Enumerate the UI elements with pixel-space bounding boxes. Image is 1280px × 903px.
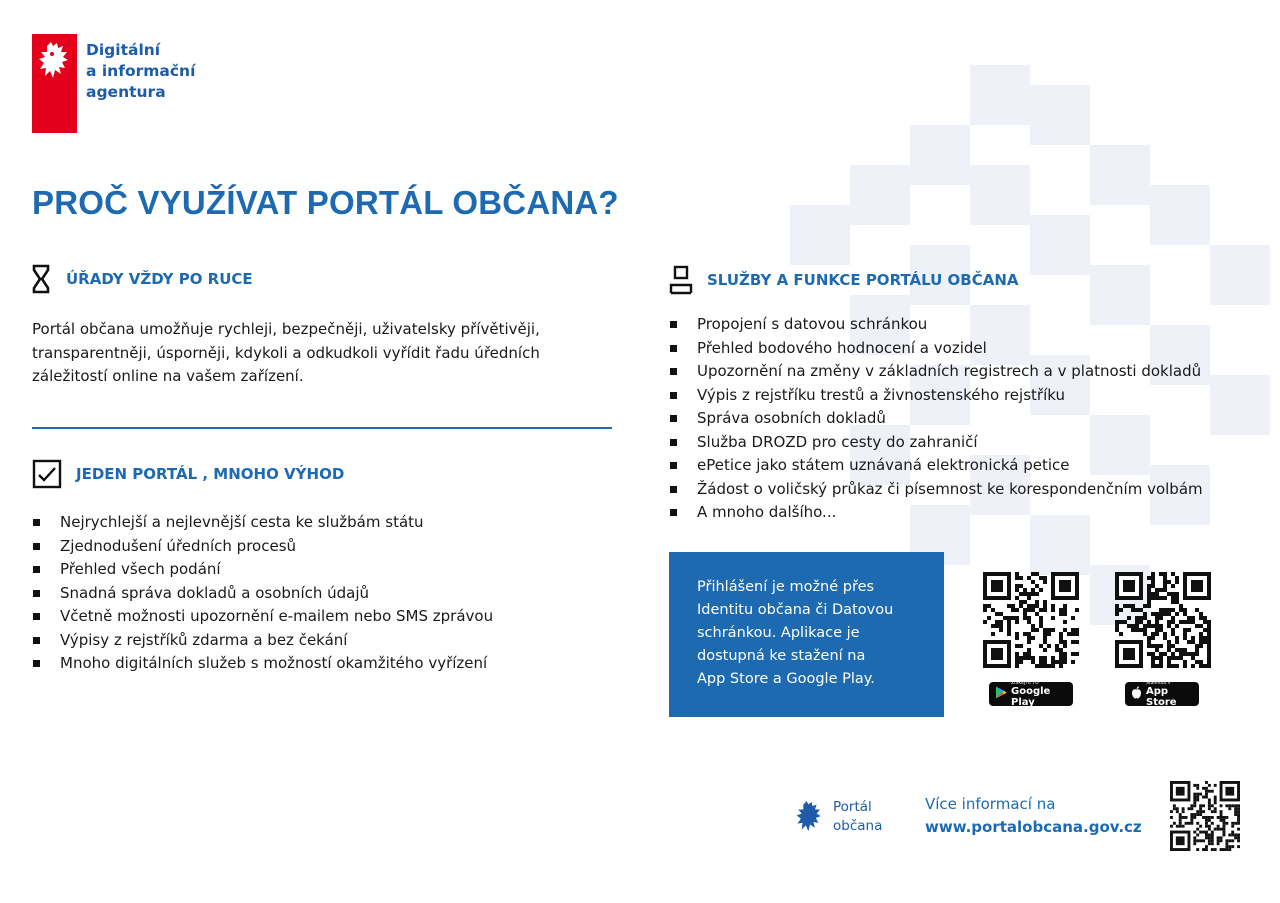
list-item: Výpis z rejstříku trestů a živnostenského rejstříku <box>669 384 1203 408</box>
app-store-badge-small-text: Stáhnout v <box>1146 680 1171 686</box>
checkbox-icon <box>32 459 62 489</box>
portal-logo-line2: občana <box>833 818 883 834</box>
google-play-qr-code[interactable] <box>983 572 1079 668</box>
agency-name-line3: agentura <box>86 83 166 101</box>
list-item: Přehled bodového hodnocení a vozidel <box>669 337 1203 361</box>
agency-logo <box>32 34 195 133</box>
list-item: Zjednodušení úředních procesů <box>32 535 493 559</box>
section-vyhody-header <box>32 459 344 489</box>
google-play-badge[interactable] <box>989 682 1073 706</box>
login-info-line: schránkou. Aplikace je <box>697 625 860 641</box>
login-info-line: Přihlášení je možné přes <box>697 579 875 595</box>
portal-website-qr-code[interactable] <box>1170 781 1240 851</box>
section-uredy-paragraph: Portál občana umožňuje rychleji, bezpečněji, uživatelsky přívětivěji, transparentněji, úsporněji, kdykoli a odkudkoli vyřídit řadu úředních záležitostí online na vašem zařízení. <box>32 320 540 385</box>
google-play-badge-label: Google Play <box>1011 685 1051 708</box>
agency-name <box>86 40 195 103</box>
list-item: Nejrychlejší a nejlevnější cesta ke službám státu <box>32 511 493 535</box>
list-item: Upozornění na změny v základních registrech a v platnosti dokladů <box>669 360 1203 384</box>
list-item: Přehled všech podání <box>32 558 493 582</box>
services-list <box>669 313 1203 525</box>
list-item: Výpisy z rejstříků zdarma a bez čekání <box>32 629 493 653</box>
portal-obcana-logo <box>795 798 882 836</box>
list-item: ePetice jako státem uznávaná elektronická petice <box>669 454 1203 478</box>
section-vyhody-heading: JEDEN PORTÁL , MNOHO VÝHOD <box>76 465 345 483</box>
lion-emblem-icon <box>795 798 825 836</box>
list-item: A mnoho dalšího... <box>669 501 1203 525</box>
list-item: Služba DROZD pro cesty do zahraničí <box>669 431 1203 455</box>
person-icon <box>669 265 693 295</box>
agency-name-line1: Digitální <box>86 41 161 59</box>
section-uredy-heading: ÚŘADY VŽDY PO RUCE <box>66 270 253 288</box>
list-item: Správa osobních dokladů <box>669 407 1203 431</box>
portal-website-link[interactable]: www.portalobcana.gov.cz <box>925 818 1142 836</box>
google-play-icon <box>995 686 1007 703</box>
app-store-badge[interactable] <box>1125 682 1199 706</box>
login-info-box <box>669 552 944 717</box>
more-info <box>925 793 1142 839</box>
agency-name-line2: a informační <box>86 62 196 80</box>
app-store-qr-code[interactable] <box>1115 572 1211 668</box>
list-item: Propojení s datovou schránkou <box>669 313 1203 337</box>
list-item: Žádost o voličský průkaz či písemnost ke korespondenčním volbám <box>669 478 1203 502</box>
more-info-label: Více informací na <box>925 795 1056 813</box>
portal-logo-line1: Portál <box>833 799 872 815</box>
app-store-badge-label: App Store <box>1146 685 1177 708</box>
google-play-badge-small-text: ZÍSKEJTE TO <box>1011 680 1039 686</box>
login-info-line: Identitu občana či Datovou <box>697 602 894 618</box>
section-uredy-header <box>30 264 253 294</box>
section-divider <box>32 427 612 429</box>
list-item: Včetně možnosti upozornění e-mailem nebo SMS zprávou <box>32 605 493 629</box>
apple-icon <box>1131 686 1142 703</box>
login-info-line: App Store a Google Play. <box>697 671 875 687</box>
list-item: Mnoho digitálních služeb s možností okamžitého vyřízení <box>32 652 493 676</box>
section-sluzby-heading: SLUŽBY A FUNKCE PORTÁLU OBČANA <box>707 271 1019 289</box>
list-item: Snadná správa dokladů a osobních údajů <box>32 582 493 606</box>
agency-logo-red-block <box>32 34 77 133</box>
page-title: PROČ VYUŽÍVAT PORTÁL OBČANA? <box>32 184 619 221</box>
hourglass-icon <box>30 264 52 294</box>
lion-emblem-icon <box>37 40 73 82</box>
login-info-line: dostupná ke stažení na <box>697 648 866 664</box>
advantages-list <box>32 511 493 676</box>
section-sluzby-header <box>669 265 1019 295</box>
